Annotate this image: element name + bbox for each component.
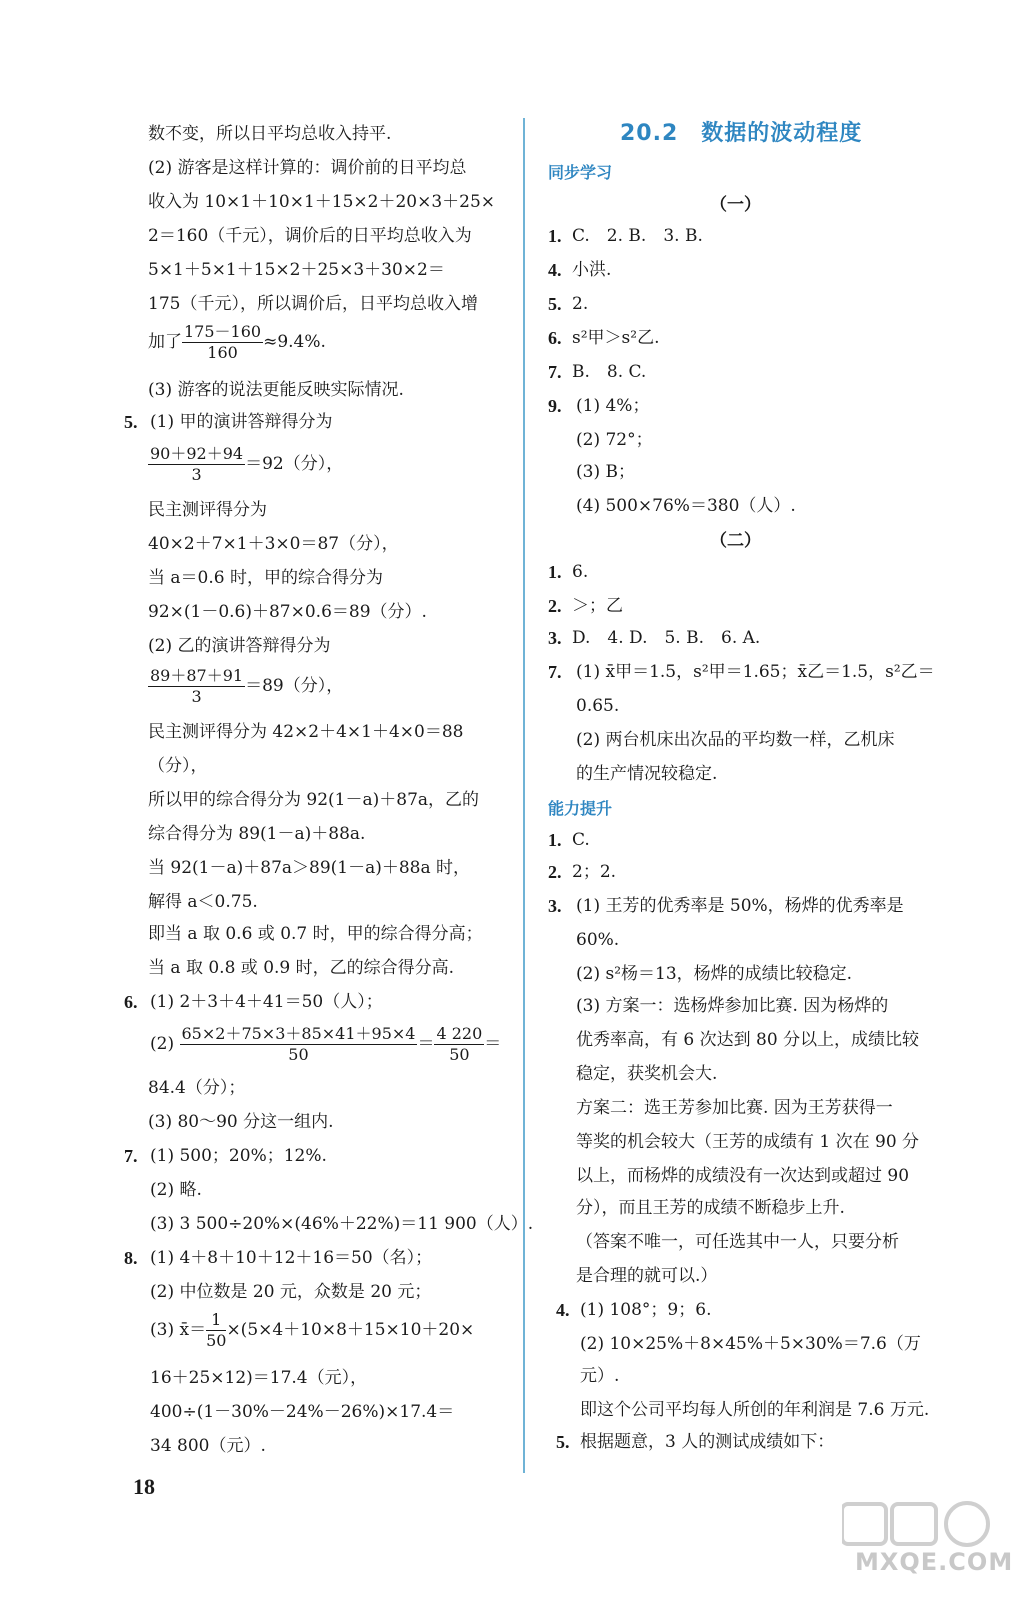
fraction xyxy=(434,1024,484,1065)
text-line: 等奖的机会较大（王芳的成绩有 1 次在 90 分 xyxy=(576,1132,920,1152)
text-line: （答案不唯一，可任选其中一人，只要分析 xyxy=(576,1232,899,1252)
fraction-numerator: 65×2＋75×3＋85×41＋95×4 xyxy=(181,1024,416,1043)
text-fragment: ×(5×4＋10×8＋15×10＋20× xyxy=(226,1320,475,1340)
text-fragment: ＝92（分）， xyxy=(245,454,344,474)
text-line: (4) 500×76%＝380（人）. xyxy=(576,496,796,516)
text-line: 当 a 取 0.8 或 0.9 时，乙的综合得分高. xyxy=(148,958,455,978)
fraction-numerator: 4 220 xyxy=(436,1024,483,1043)
text-line: 根据题意，3 人的测试成绩如下： xyxy=(580,1432,835,1452)
text-line: (2) 中位数是 20 元，众数是 20 元； xyxy=(150,1282,432,1302)
fraction-line xyxy=(150,1310,474,1351)
text-line: 的生产情况较稳定. xyxy=(576,764,718,784)
question-number: 6. xyxy=(548,328,562,348)
text-line: ＞；乙 xyxy=(572,596,623,616)
text-line: (3) 方案一：选杨烨参加比赛. 因为杨烨的 xyxy=(576,996,889,1016)
text-line: (1) x̄甲＝1.5，s²甲＝1.65；x̄乙＝1.5，s²乙＝ xyxy=(576,662,935,682)
text-line: （分）， xyxy=(148,756,208,776)
column-divider xyxy=(523,118,525,1473)
text-line: 84.4（分）； xyxy=(148,1078,246,1098)
text-line: (3) 游客的说法更能反映实际情况. xyxy=(148,380,404,400)
fraction-line xyxy=(148,666,343,707)
text-line: 方案二：选王芳参加比赛. 因为王芳获得一 xyxy=(576,1098,893,1118)
fraction-denominator: 160 xyxy=(207,343,238,362)
text-line: 5×1＋5×1＋15×2＋25×3＋30×2＝ xyxy=(148,260,445,280)
question-number: 3. xyxy=(548,628,562,648)
text-line: (1) 500；20%；12%. xyxy=(150,1146,327,1166)
text-line: 以上，而杨烨的成绩没有一次达到或超过 90 xyxy=(576,1166,910,1186)
fraction-line xyxy=(148,444,343,485)
text-line: 元）. xyxy=(580,1366,620,1386)
question-number: 2. xyxy=(548,596,562,616)
text-line: 即当 a 取 0.6 或 0.7 时，甲的综合得分高； xyxy=(148,924,483,944)
fraction xyxy=(148,444,245,485)
text-line: (1) 2＋3＋4＋41＝50（人）； xyxy=(150,992,383,1012)
text-line: (1) 甲的演讲答辩得分为 xyxy=(150,412,333,432)
fraction-denominator: 50 xyxy=(206,1331,227,1350)
text-fragment: ＝ xyxy=(417,1034,435,1054)
question-number: 3. xyxy=(548,896,562,916)
text-fragment: 加了 xyxy=(148,332,182,352)
question-number: 7. xyxy=(548,662,562,682)
text-line: 60%. xyxy=(576,930,620,950)
fraction-denominator: 50 xyxy=(449,1045,470,1064)
text-line: 民主测评得分为 xyxy=(148,500,267,520)
question-number: 7. xyxy=(124,1146,138,1166)
text-line: (3) B； xyxy=(576,462,635,482)
text-line: 0.65. xyxy=(576,696,620,716)
fraction-denominator: 3 xyxy=(191,465,202,484)
part-heading: （一） xyxy=(710,195,761,215)
text-line: 34 800（元）. xyxy=(150,1436,266,1456)
fraction-line xyxy=(148,322,326,363)
question-number: 9. xyxy=(548,396,562,416)
text-line: D. 4. D. 5. B. 6. A. xyxy=(572,628,761,648)
text-line: C. 2. B. 3. B. xyxy=(572,226,703,246)
text-line: 175（千元），所以调价后，日平均总收入增 xyxy=(148,294,478,314)
text-line: 优秀率高，有 6 次达到 80 分以上，成绩比较 xyxy=(576,1030,920,1050)
text-line: (1) 4＋8＋10＋12＋16＝50（名）； xyxy=(150,1248,433,1268)
part-heading: （二） xyxy=(710,531,761,551)
question-number: 1. xyxy=(548,830,562,850)
text-line: (2) 10×25%＋8×45%＋5×30%＝7.6（万 xyxy=(580,1334,921,1354)
fraction xyxy=(206,1310,226,1351)
text-line: 2. xyxy=(572,294,589,314)
text-line: (2) 乙的演讲答辩得分为 xyxy=(148,636,331,656)
text-fragment: ＝89（分）， xyxy=(245,676,344,696)
question-number: 7. xyxy=(548,362,562,382)
fraction-numerator: 175－160 xyxy=(184,322,262,341)
text-fragment: ＝ xyxy=(484,1034,502,1054)
text-line: 综合得分为 89(1－a)＋88a. xyxy=(148,824,366,844)
text-line: 所以甲的综合得分为 92(1－a)＋87a，乙的 xyxy=(148,790,480,810)
question-number: 1. xyxy=(548,562,562,582)
question-number: 4. xyxy=(548,260,562,280)
text-line: 6. xyxy=(572,562,589,582)
question-number: 6. xyxy=(124,992,138,1012)
text-fragment: (3) x̄＝ xyxy=(150,1320,207,1340)
text-line: (2) 72°； xyxy=(576,430,653,450)
text-line: (3) 80～90 分这一组内. xyxy=(148,1112,334,1132)
text-line: (3) 3 500÷20%×(46%＋22%)＝11 900（人）. xyxy=(150,1214,534,1234)
subsection-heading: 同步学习 xyxy=(548,163,613,182)
subsection-heading: 能力提升 xyxy=(548,799,613,818)
fraction-denominator: 50 xyxy=(288,1045,309,1064)
text-line: 稳定，获奖机会大. xyxy=(576,1064,718,1084)
question-number: 8. xyxy=(124,1248,138,1268)
text-line: 当 92(1－a)＋87a＞89(1－a)＋88a 时， xyxy=(148,858,471,878)
text-line: 小洪. xyxy=(572,260,612,280)
text-line: s²甲＞s²乙. xyxy=(572,328,660,348)
text-line: 民主测评得分为 42×2＋4×1＋4×0＝88 xyxy=(148,722,464,742)
text-line: 400÷(1－30%－24%－26%)×17.4＝ xyxy=(150,1402,455,1422)
question-number: 5. xyxy=(548,294,562,314)
text-line: (1) 王芳的优秀率是 50%，杨烨的优秀率是 xyxy=(576,896,904,916)
question-number: 5. xyxy=(124,412,138,432)
question-number: 1. xyxy=(548,226,562,246)
text-line: 解得 a＜0.75. xyxy=(148,892,258,912)
text-line: 当 a＝0.6 时，甲的综合得分为 xyxy=(148,568,383,588)
text-line: (2) 游客是这样计算的：调价前的日平均总 xyxy=(148,158,467,178)
text-line: 40×2＋7×1＋3×0＝87（分）， xyxy=(148,534,399,554)
text-fragment: ≈9.4%. xyxy=(263,332,326,352)
text-line: 收入为 10×1＋10×1＋15×2＋20×3＋25× xyxy=(148,192,496,212)
text-line: (1) 4%； xyxy=(576,396,650,416)
question-number: 5. xyxy=(556,1432,570,1452)
question-number: 2. xyxy=(548,862,562,882)
fraction-numerator: 89＋87＋91 xyxy=(150,666,244,685)
text-line: (2) s²杨＝13，杨烨的成绩比较稳定. xyxy=(576,964,853,984)
text-fragment: (2) xyxy=(150,1034,175,1054)
text-line: 即这个公司平均每人所创的年利润是 7.6 万元. xyxy=(580,1400,930,1420)
text-line: (2) 两台机床出次品的平均数一样，乙机床 xyxy=(576,730,895,750)
text-line: 分），而且王芳的成绩不断稳步上升. xyxy=(576,1198,845,1218)
fraction-line xyxy=(150,1024,501,1065)
text-line: B. 8. C. xyxy=(572,362,647,382)
question-number: 4. xyxy=(556,1300,570,1320)
fraction-numerator: 1 xyxy=(206,1310,226,1331)
text-line: 92×(1－0.6)＋87×0.6＝89（分）. xyxy=(148,602,427,622)
fraction xyxy=(182,322,263,363)
watermark-text: MXQE.COM xyxy=(855,1548,1014,1576)
text-line: 2＝160（千元），调价后的日平均总收入为 xyxy=(148,226,472,246)
text-line: 数不变，所以日平均总收入持平. xyxy=(148,124,392,144)
text-line: 2；2. xyxy=(572,862,617,882)
text-line: (1) 108°；9；6. xyxy=(580,1300,712,1320)
fraction-denominator: 3 xyxy=(191,687,202,706)
fraction-numerator: 90＋92＋94 xyxy=(150,444,244,463)
text-line: 是合理的就可以.） xyxy=(576,1266,718,1286)
fraction xyxy=(180,1024,418,1065)
text-line: (2) 略. xyxy=(150,1180,202,1200)
section-title: 20.2 数据的波动程度 xyxy=(620,121,863,146)
fraction xyxy=(148,666,245,707)
page-number: 18 xyxy=(133,1474,155,1499)
text-line: 16＋25×12)＝17.4（元）， xyxy=(150,1368,368,1388)
text-line: C. xyxy=(572,830,590,850)
